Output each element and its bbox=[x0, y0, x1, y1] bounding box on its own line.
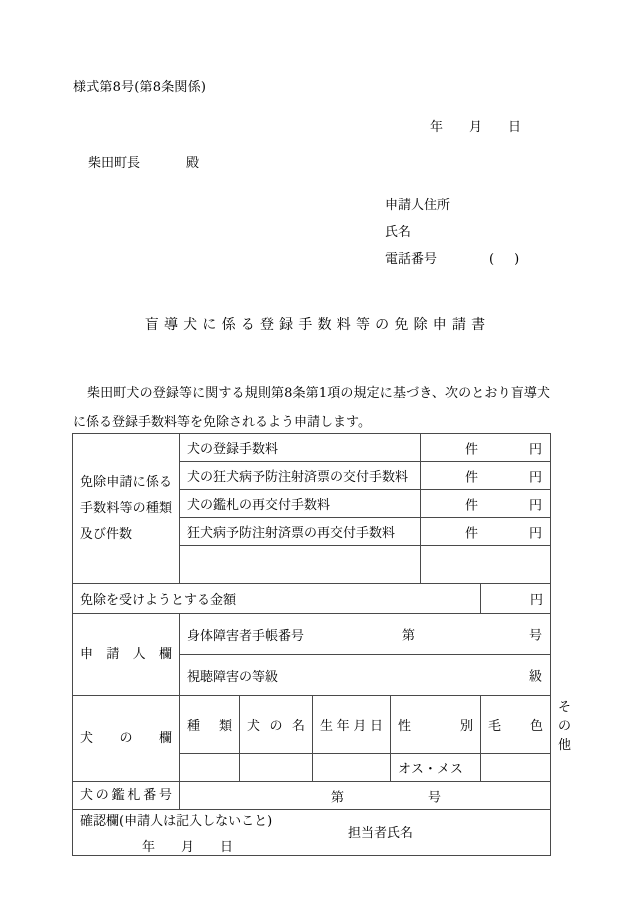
table-row: 犬の欄 種類 犬の名 生年月日 性別 毛色 その他 bbox=[73, 696, 551, 754]
count-unit: 件 bbox=[465, 498, 479, 513]
applicant-info-block bbox=[385, 192, 519, 273]
dog-tag-number-cell bbox=[180, 782, 551, 810]
date-day-label: 日 bbox=[508, 120, 522, 135]
number-prefix: 第 bbox=[402, 628, 416, 644]
currency-unit: 円 bbox=[529, 498, 543, 513]
dog-value-sex: オス・メス bbox=[391, 754, 481, 782]
confirmation-date-line bbox=[80, 836, 543, 855]
fee-section-label: 免除申請に係る 手数料等の種類 及び件数 bbox=[73, 434, 180, 584]
confirmation-cell bbox=[73, 810, 551, 856]
number-suffix: 号 bbox=[529, 628, 543, 644]
applicant-phone-line bbox=[385, 246, 519, 273]
number-suffix: 級 bbox=[529, 669, 543, 685]
dog-value-name bbox=[240, 754, 313, 782]
count-unit: 件 bbox=[465, 526, 479, 541]
applicant-name-label: 氏名 bbox=[385, 225, 412, 240]
fee-name-cell: 犬の鑑札の再交付手数料 bbox=[180, 490, 421, 518]
date-line bbox=[430, 116, 521, 135]
date-month-label: 月 bbox=[469, 120, 483, 135]
addressee-line bbox=[88, 152, 199, 171]
dog-value-birthdate bbox=[313, 754, 391, 782]
table-row bbox=[73, 584, 551, 614]
exemption-amount-label: 免除を受けようとする金額 bbox=[73, 584, 481, 614]
exemption-amount-unit: 円 bbox=[481, 584, 551, 614]
body-paragraph: 柴田町犬の登録等に関する規則第8条第1項の規定に基づき、次のとおり盲導犬に係る登録手数料等を免除されるよう申請します。 bbox=[73, 386, 550, 430]
fee-count-cell bbox=[421, 490, 551, 518]
dog-value-color bbox=[481, 754, 551, 782]
confirmation-day-label: 日 bbox=[220, 840, 234, 855]
applicant-address-label: 申請人住所 bbox=[385, 198, 451, 213]
dog-column-header-breed: 種類 bbox=[180, 696, 240, 754]
table-row bbox=[73, 810, 551, 856]
phone-paren-open: ( bbox=[489, 252, 495, 267]
confirmation-year-label: 年 bbox=[142, 840, 156, 855]
applicant-phone-label: 電話番号 bbox=[385, 252, 438, 267]
dog-column-header-birthdate: 生年月日 bbox=[313, 696, 391, 754]
count-unit: 件 bbox=[465, 442, 479, 457]
currency-unit: 円 bbox=[529, 442, 543, 457]
addressee-name: 柴田町長 bbox=[88, 156, 141, 171]
disability-grade-label: 視聴障害の等級 bbox=[187, 669, 279, 685]
fee-count-cell bbox=[421, 434, 551, 462]
fee-count-cell bbox=[421, 518, 551, 546]
dog-column-header-name: 犬の名 bbox=[240, 696, 313, 754]
table-row bbox=[73, 434, 551, 462]
date-year-label: 年 bbox=[430, 120, 444, 135]
fee-name-cell bbox=[180, 546, 421, 584]
application-table bbox=[72, 433, 572, 856]
fee-count-cell bbox=[421, 546, 551, 584]
phone-paren-close: ) bbox=[514, 252, 520, 267]
count-unit: 件 bbox=[465, 470, 479, 485]
table-row bbox=[73, 614, 551, 655]
dog-section-label: 犬の欄 bbox=[73, 696, 180, 782]
currency-unit: 円 bbox=[529, 470, 543, 485]
fee-name-cell: 狂犬病予防注射済票の再交付手数料 bbox=[180, 518, 421, 546]
number-suffix: 号 bbox=[428, 790, 442, 805]
dog-column-header-color: 毛色 bbox=[481, 696, 551, 754]
dog-column-header-sex: 性別 bbox=[391, 696, 481, 754]
addressee-honorific: 殿 bbox=[186, 156, 200, 171]
confirmation-month-label: 月 bbox=[181, 840, 195, 855]
disability-handbook-cell bbox=[180, 614, 551, 655]
fee-name-cell: 犬の狂犬病予防注射済票の交付手数料 bbox=[180, 462, 421, 490]
fee-name-cell: 犬の登録手数料 bbox=[180, 434, 421, 462]
form-number: 様式第8号(第8条関係) bbox=[73, 80, 207, 95]
dog-tag-label: 犬の鑑札番号 bbox=[73, 782, 180, 810]
confirmation-title: 確認欄(申請人は記入しないこと) bbox=[80, 814, 273, 829]
number-prefix: 第 bbox=[331, 790, 345, 805]
currency-unit: 円 bbox=[529, 526, 543, 541]
staff-name-label: 担当者氏名 bbox=[348, 826, 414, 841]
disability-grade-cell bbox=[180, 655, 551, 696]
fee-count-cell bbox=[421, 462, 551, 490]
document-title: 盲導犬に係る登録手数料等の免除申請書 bbox=[144, 317, 491, 333]
dog-value-breed bbox=[180, 754, 240, 782]
applicant-section-label: 申請人欄 bbox=[73, 614, 180, 696]
table-row bbox=[73, 782, 551, 810]
disability-handbook-label: 身体障害者手帳番号 bbox=[187, 628, 305, 644]
